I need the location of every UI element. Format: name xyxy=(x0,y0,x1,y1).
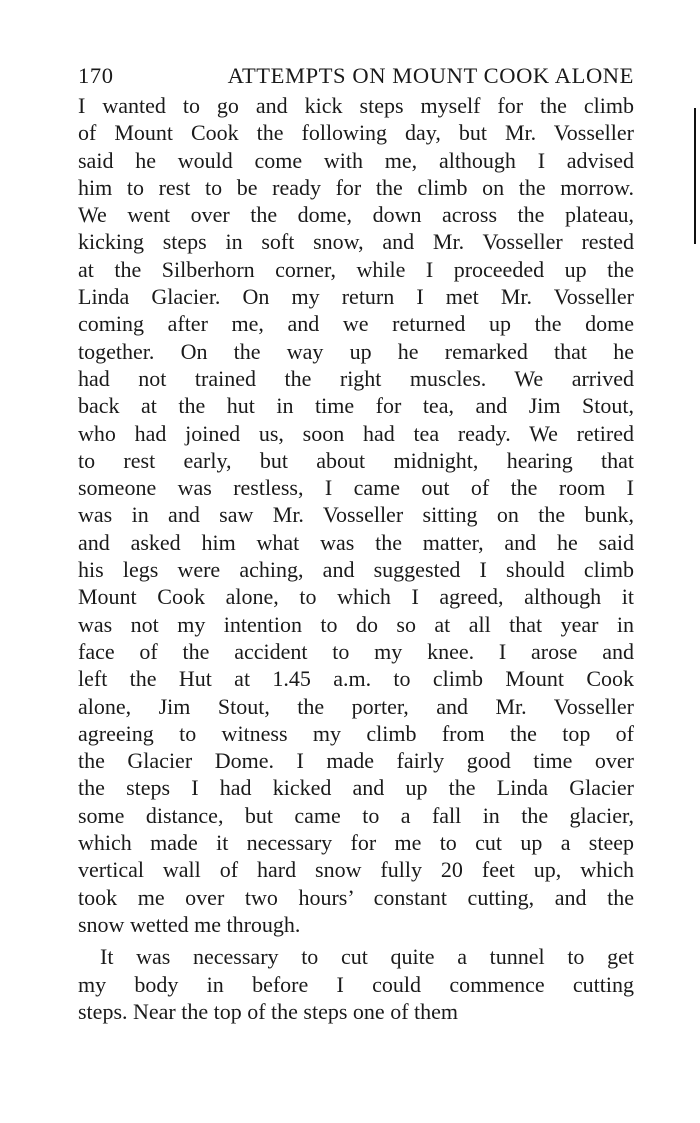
text-line: together. On the way up he remarked that he xyxy=(78,338,634,364)
text-line: back at the hut in time for tea, and Jim Stout, xyxy=(78,393,634,419)
text-line: was not my intention to do so at all that year in xyxy=(78,611,634,637)
page-number: 170 xyxy=(78,63,114,88)
text-line: was in and saw Mr. Vosseller sitting on the bunk, xyxy=(78,502,634,528)
text-line: I wanted to go and kick steps myself for the climb xyxy=(78,93,634,118)
paragraph-2 xyxy=(78,943,634,1025)
paragraph-1 xyxy=(78,92,634,938)
running-title: ATTEMPTS ON MOUNT COOK ALONE xyxy=(227,63,634,88)
text-line: agreeing to witness my climb from the top of xyxy=(78,720,634,746)
margin-rule xyxy=(694,108,696,244)
text-line: and asked him what was the matter, and he said xyxy=(78,529,634,555)
text-line: the steps I had kicked and up the Linda Glacier xyxy=(78,775,634,801)
text-line: alone, Jim Stout, the porter, and Mr. Vosseller xyxy=(78,693,634,719)
text-line: left the Hut at 1.45 a.m. to climb Mount Cook xyxy=(78,666,634,692)
text-line: which made it necessary for me to cut up a steep xyxy=(78,830,634,856)
text-line: my body in before I could commence cutting xyxy=(78,971,634,997)
text-line: face of the accident to my knee. I arose and xyxy=(78,638,634,664)
text-line: of Mount Cook the following day, but Mr. Vosseller xyxy=(78,120,634,146)
text-line: said he would come with me, although I advised xyxy=(78,147,634,173)
text-line: at the Silberhorn corner, while I proceeded up the xyxy=(78,256,634,282)
text-line: It was necessary to cut quite a tunnel to get xyxy=(100,944,634,970)
text-line: vertical wall of hard snow fully 20 feet up, which xyxy=(78,857,634,883)
text-line: snow wetted me through. xyxy=(78,911,301,937)
text-line: someone was restless, I came out of the room I xyxy=(78,475,634,501)
text-line: the Glacier Dome. I made fairly good time over xyxy=(78,748,634,774)
text-line: coming after me, and we returned up the dome xyxy=(78,311,634,337)
running-head xyxy=(78,62,634,90)
body-text xyxy=(78,92,634,1025)
text-line: some distance, but came to a fall in the glacier, xyxy=(78,802,634,828)
book-page xyxy=(78,62,634,1025)
text-line: We went over the dome, down across the plateau, xyxy=(78,202,634,228)
text-line: him to rest to be ready for the climb on the morrow. xyxy=(78,174,634,200)
text-line: to rest early, but about midnight, hearing that xyxy=(78,447,634,473)
text-line: kicking steps in soft snow, and Mr. Vosseller rested xyxy=(78,229,634,255)
text-line: who had joined us, soon had tea ready. We retired xyxy=(78,420,634,446)
text-line: Mount Cook alone, to which I agreed, although it xyxy=(78,584,634,610)
text-line: Linda Glacier. On my return I met Mr. Vosseller xyxy=(78,284,634,310)
text-line: had not trained the right muscles. We arrived xyxy=(78,365,634,391)
text-line: took me over two hours’ constant cutting, and the xyxy=(78,884,634,910)
text-line: steps. Near the top of the steps one of them xyxy=(78,998,459,1024)
text-line: his legs were aching, and suggested I should climb xyxy=(78,557,634,583)
